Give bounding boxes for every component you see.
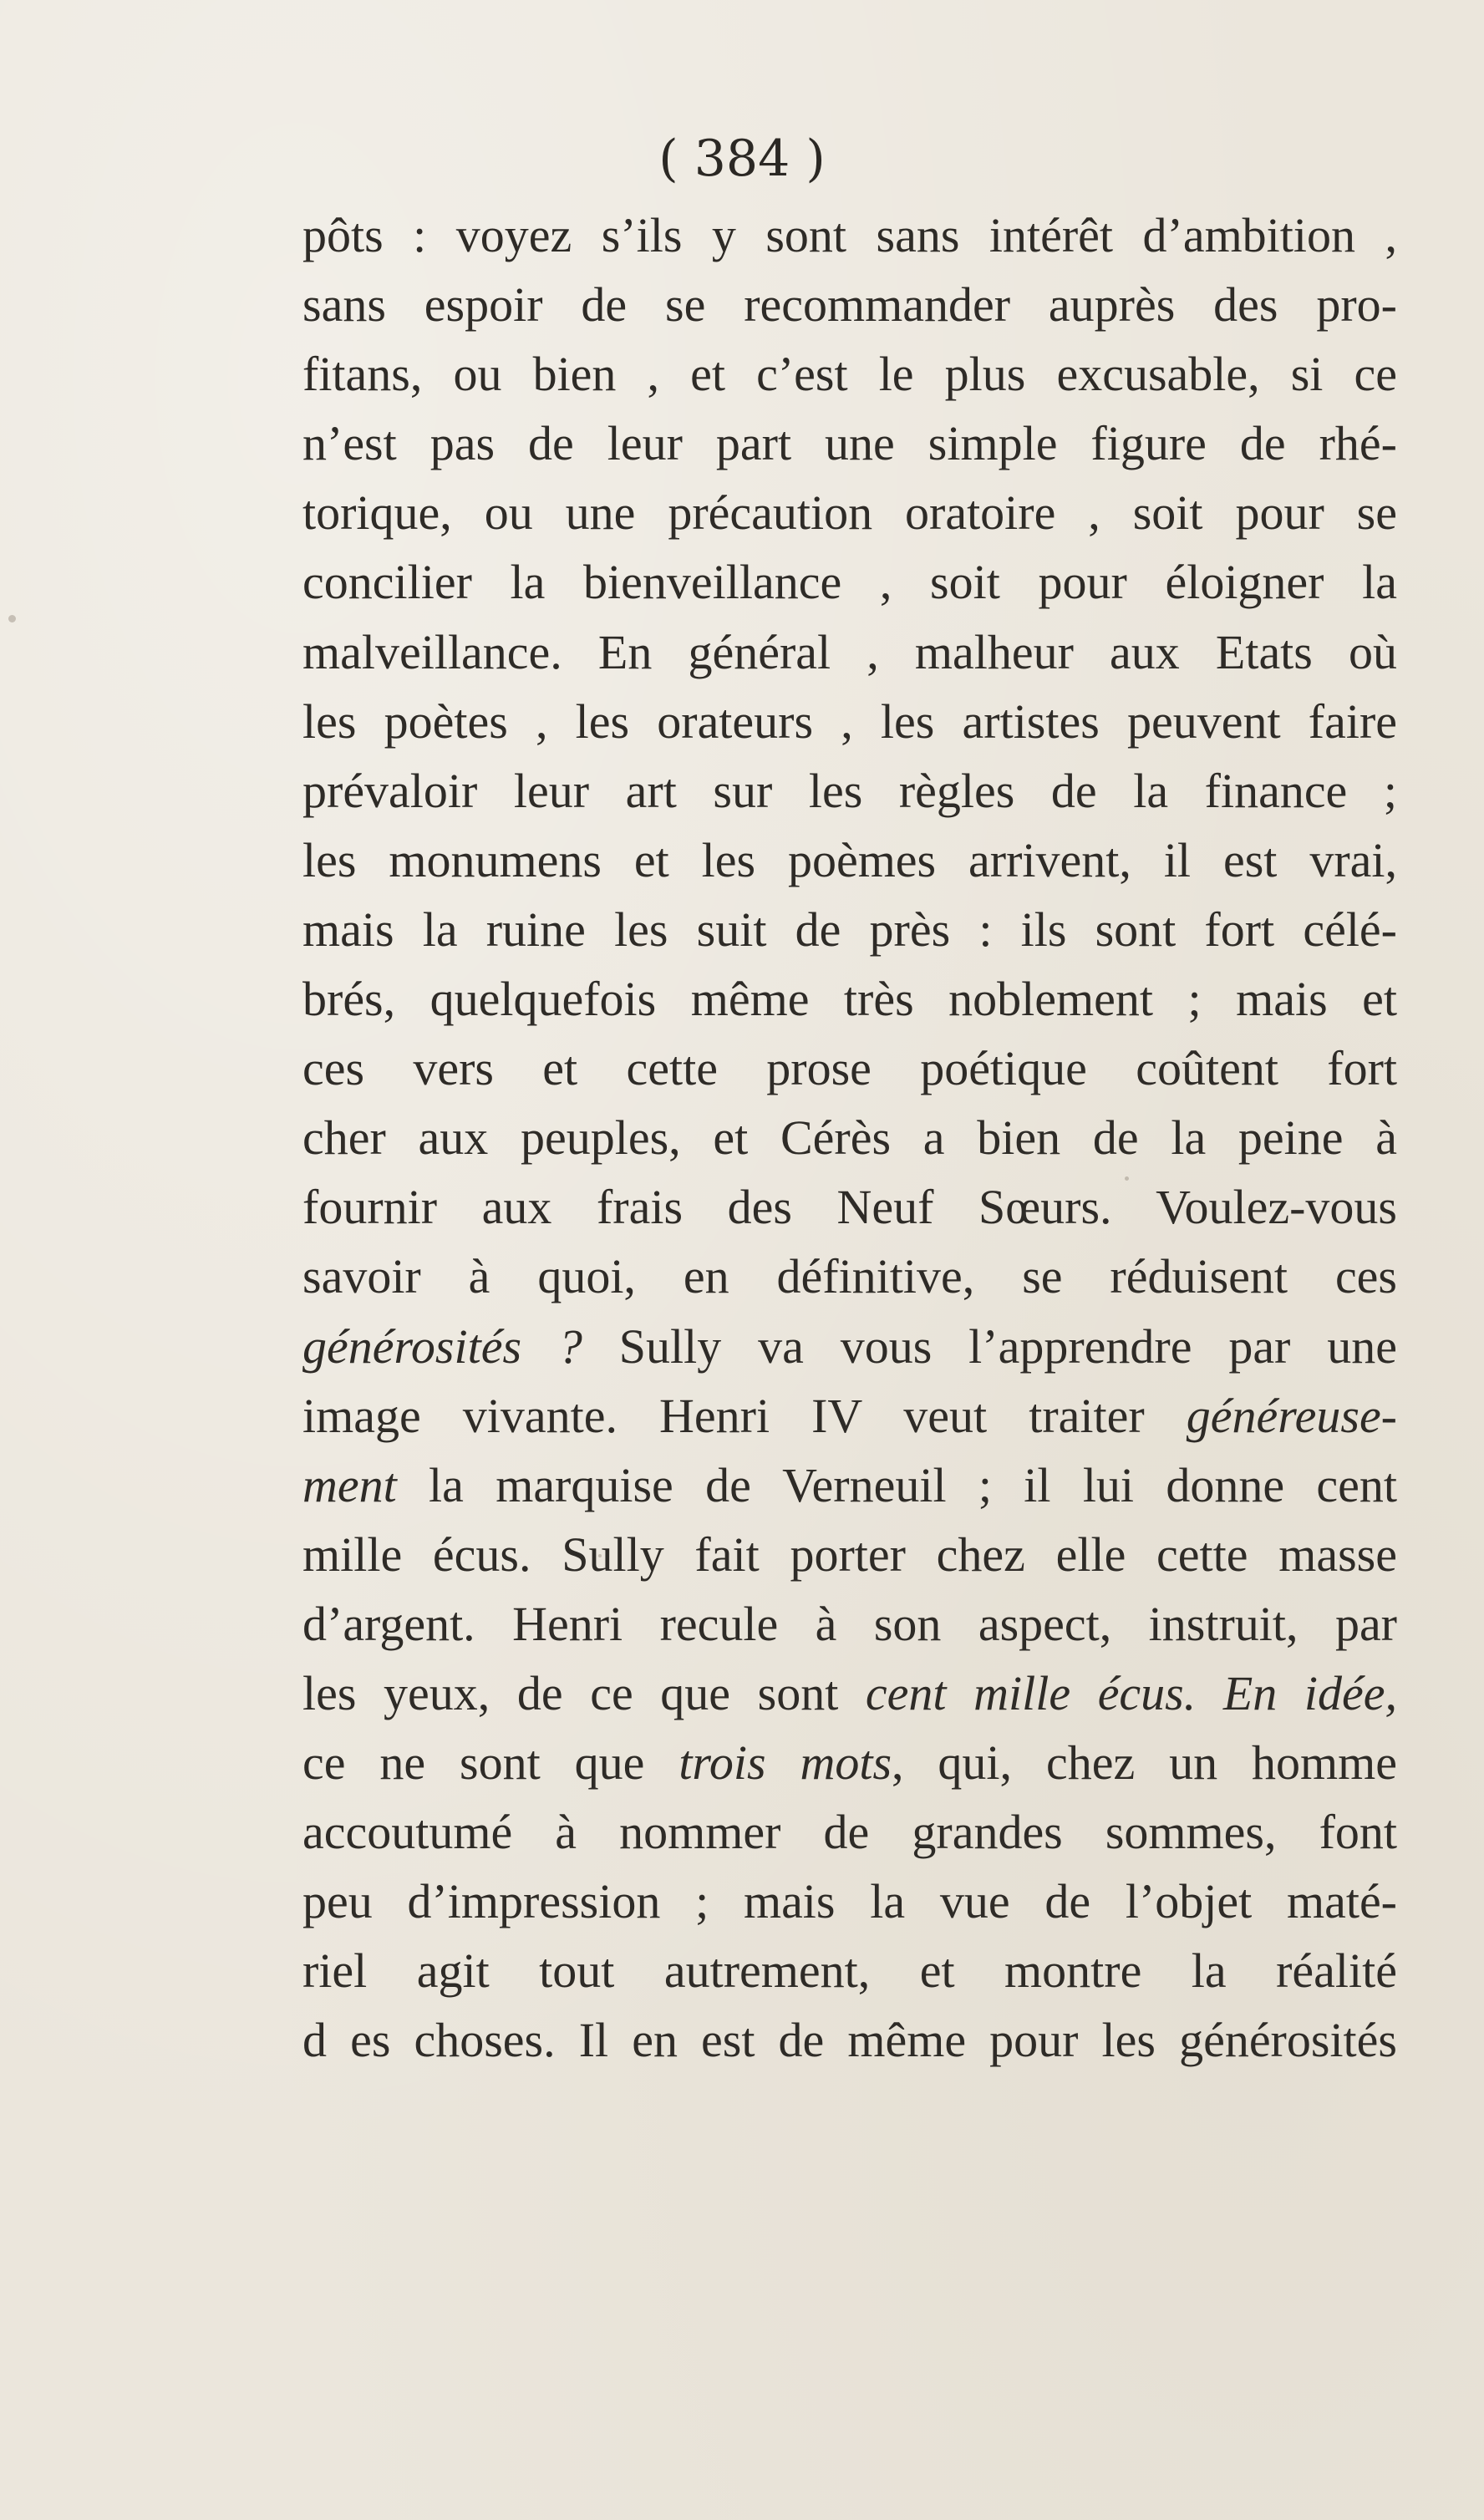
paper-speck xyxy=(598,1554,602,1557)
text-run: riel agit tout autrement, et montre la réalité xyxy=(302,1943,1397,1999)
text-run: image vivante. Henri IV veut traiter xyxy=(302,1388,1187,1443)
text-line xyxy=(302,478,1397,547)
text-run: les poètes , les orateurs , les artistes peuvent faire xyxy=(302,694,1397,749)
text-run: fitans, ou bien , et c’est le plus excusable, si ce xyxy=(302,347,1397,402)
text-run: Sully va vous l’apprendre par une xyxy=(582,1318,1397,1374)
text-run: les monumens et les poèmes arrivent, il est vrai, xyxy=(302,832,1397,887)
text-line xyxy=(302,687,1397,756)
text-line xyxy=(302,826,1397,895)
text-line xyxy=(302,617,1397,687)
italic-run: générosités ? xyxy=(302,1318,582,1374)
text-run: fournir aux frais des Neuf Sœurs. Voulez-vous xyxy=(302,1180,1397,1235)
text-line xyxy=(302,547,1397,617)
text-run: savoir à quoi, en définitive, se réduisent ces xyxy=(302,1249,1397,1304)
italic-run: généreuse- xyxy=(1186,1388,1397,1443)
text-line xyxy=(302,895,1397,964)
text-line xyxy=(302,1381,1397,1451)
text-line xyxy=(302,409,1397,478)
text-line xyxy=(302,1451,1397,1520)
text-line xyxy=(302,1242,1397,1311)
text-line xyxy=(302,201,1397,270)
text-line xyxy=(302,1589,1397,1659)
text-line xyxy=(302,1034,1397,1103)
text-run: mais la ruine les suit de près : ils sont fort célé- xyxy=(302,902,1397,957)
body-text xyxy=(302,201,1397,2075)
italic-run: ment xyxy=(302,1457,397,1512)
text-line xyxy=(302,1728,1397,1797)
text-line xyxy=(302,2005,1397,2075)
text-line xyxy=(302,1659,1397,1728)
text-run: ces vers et cette prose poétique coûtent fort xyxy=(302,1041,1397,1096)
text-run: d es choses. Il en est de même pour les générosités xyxy=(302,2013,1397,2068)
page-number: ( 384 ) xyxy=(658,130,826,188)
italic-run: cent mille écus. En idée, xyxy=(865,1665,1397,1720)
text-run: n’est pas de leur part une simple figure de rhé- xyxy=(302,416,1397,471)
text-run: prévaloir leur art sur les règles de la finance ; xyxy=(302,763,1397,818)
text-run: ce ne sont que xyxy=(302,1735,679,1791)
text-run: pôts : voyez s’ils y sont sans intérêt d’ambition , xyxy=(302,208,1397,262)
text-run: accoutumé à nommer de grandes sommes, font xyxy=(302,1805,1397,1860)
text-line xyxy=(302,1103,1397,1172)
italic-run: trois mots xyxy=(678,1735,892,1791)
text-line xyxy=(302,1867,1397,1936)
text-line xyxy=(302,756,1397,826)
text-run: brés, quelquefois même très noblement ; mais et xyxy=(302,972,1397,1027)
text-run: torique, ou une précaution oratoire , soit pour se xyxy=(302,485,1397,541)
text-run: la marquise de Verneuil ; il lui donne cent xyxy=(396,1457,1397,1512)
text-line xyxy=(302,339,1397,409)
text-run: , qui, chez un homme xyxy=(892,1735,1397,1791)
text-line xyxy=(302,270,1397,339)
text-run: malveillance. En général , malheur aux Etats où xyxy=(302,624,1397,679)
text-run: d’argent. Henri recule à son aspect, instruit, par xyxy=(302,1596,1397,1651)
text-line xyxy=(302,1520,1397,1589)
text-run: cher aux peuples, et Cérès a bien de la peine à xyxy=(302,1110,1397,1166)
text-line xyxy=(302,1312,1397,1381)
text-run: concilier la bienveillance , soit pour éloigner la xyxy=(302,555,1397,610)
paper-speck xyxy=(8,615,16,622)
text-line xyxy=(302,964,1397,1034)
paper-speck xyxy=(1125,1176,1129,1181)
text-line xyxy=(302,1936,1397,2005)
text-run: peu d’impression ; mais la vue de l’objet maté- xyxy=(302,1874,1397,1929)
text-run: les yeux, de ce que sont xyxy=(302,1665,866,1720)
text-line xyxy=(302,1797,1397,1867)
text-run: mille écus. Sully fait porter chez elle cette masse xyxy=(302,1527,1397,1582)
text-line xyxy=(302,1172,1397,1242)
text-run: sans espoir de se recommander auprès des pro- xyxy=(302,277,1397,333)
